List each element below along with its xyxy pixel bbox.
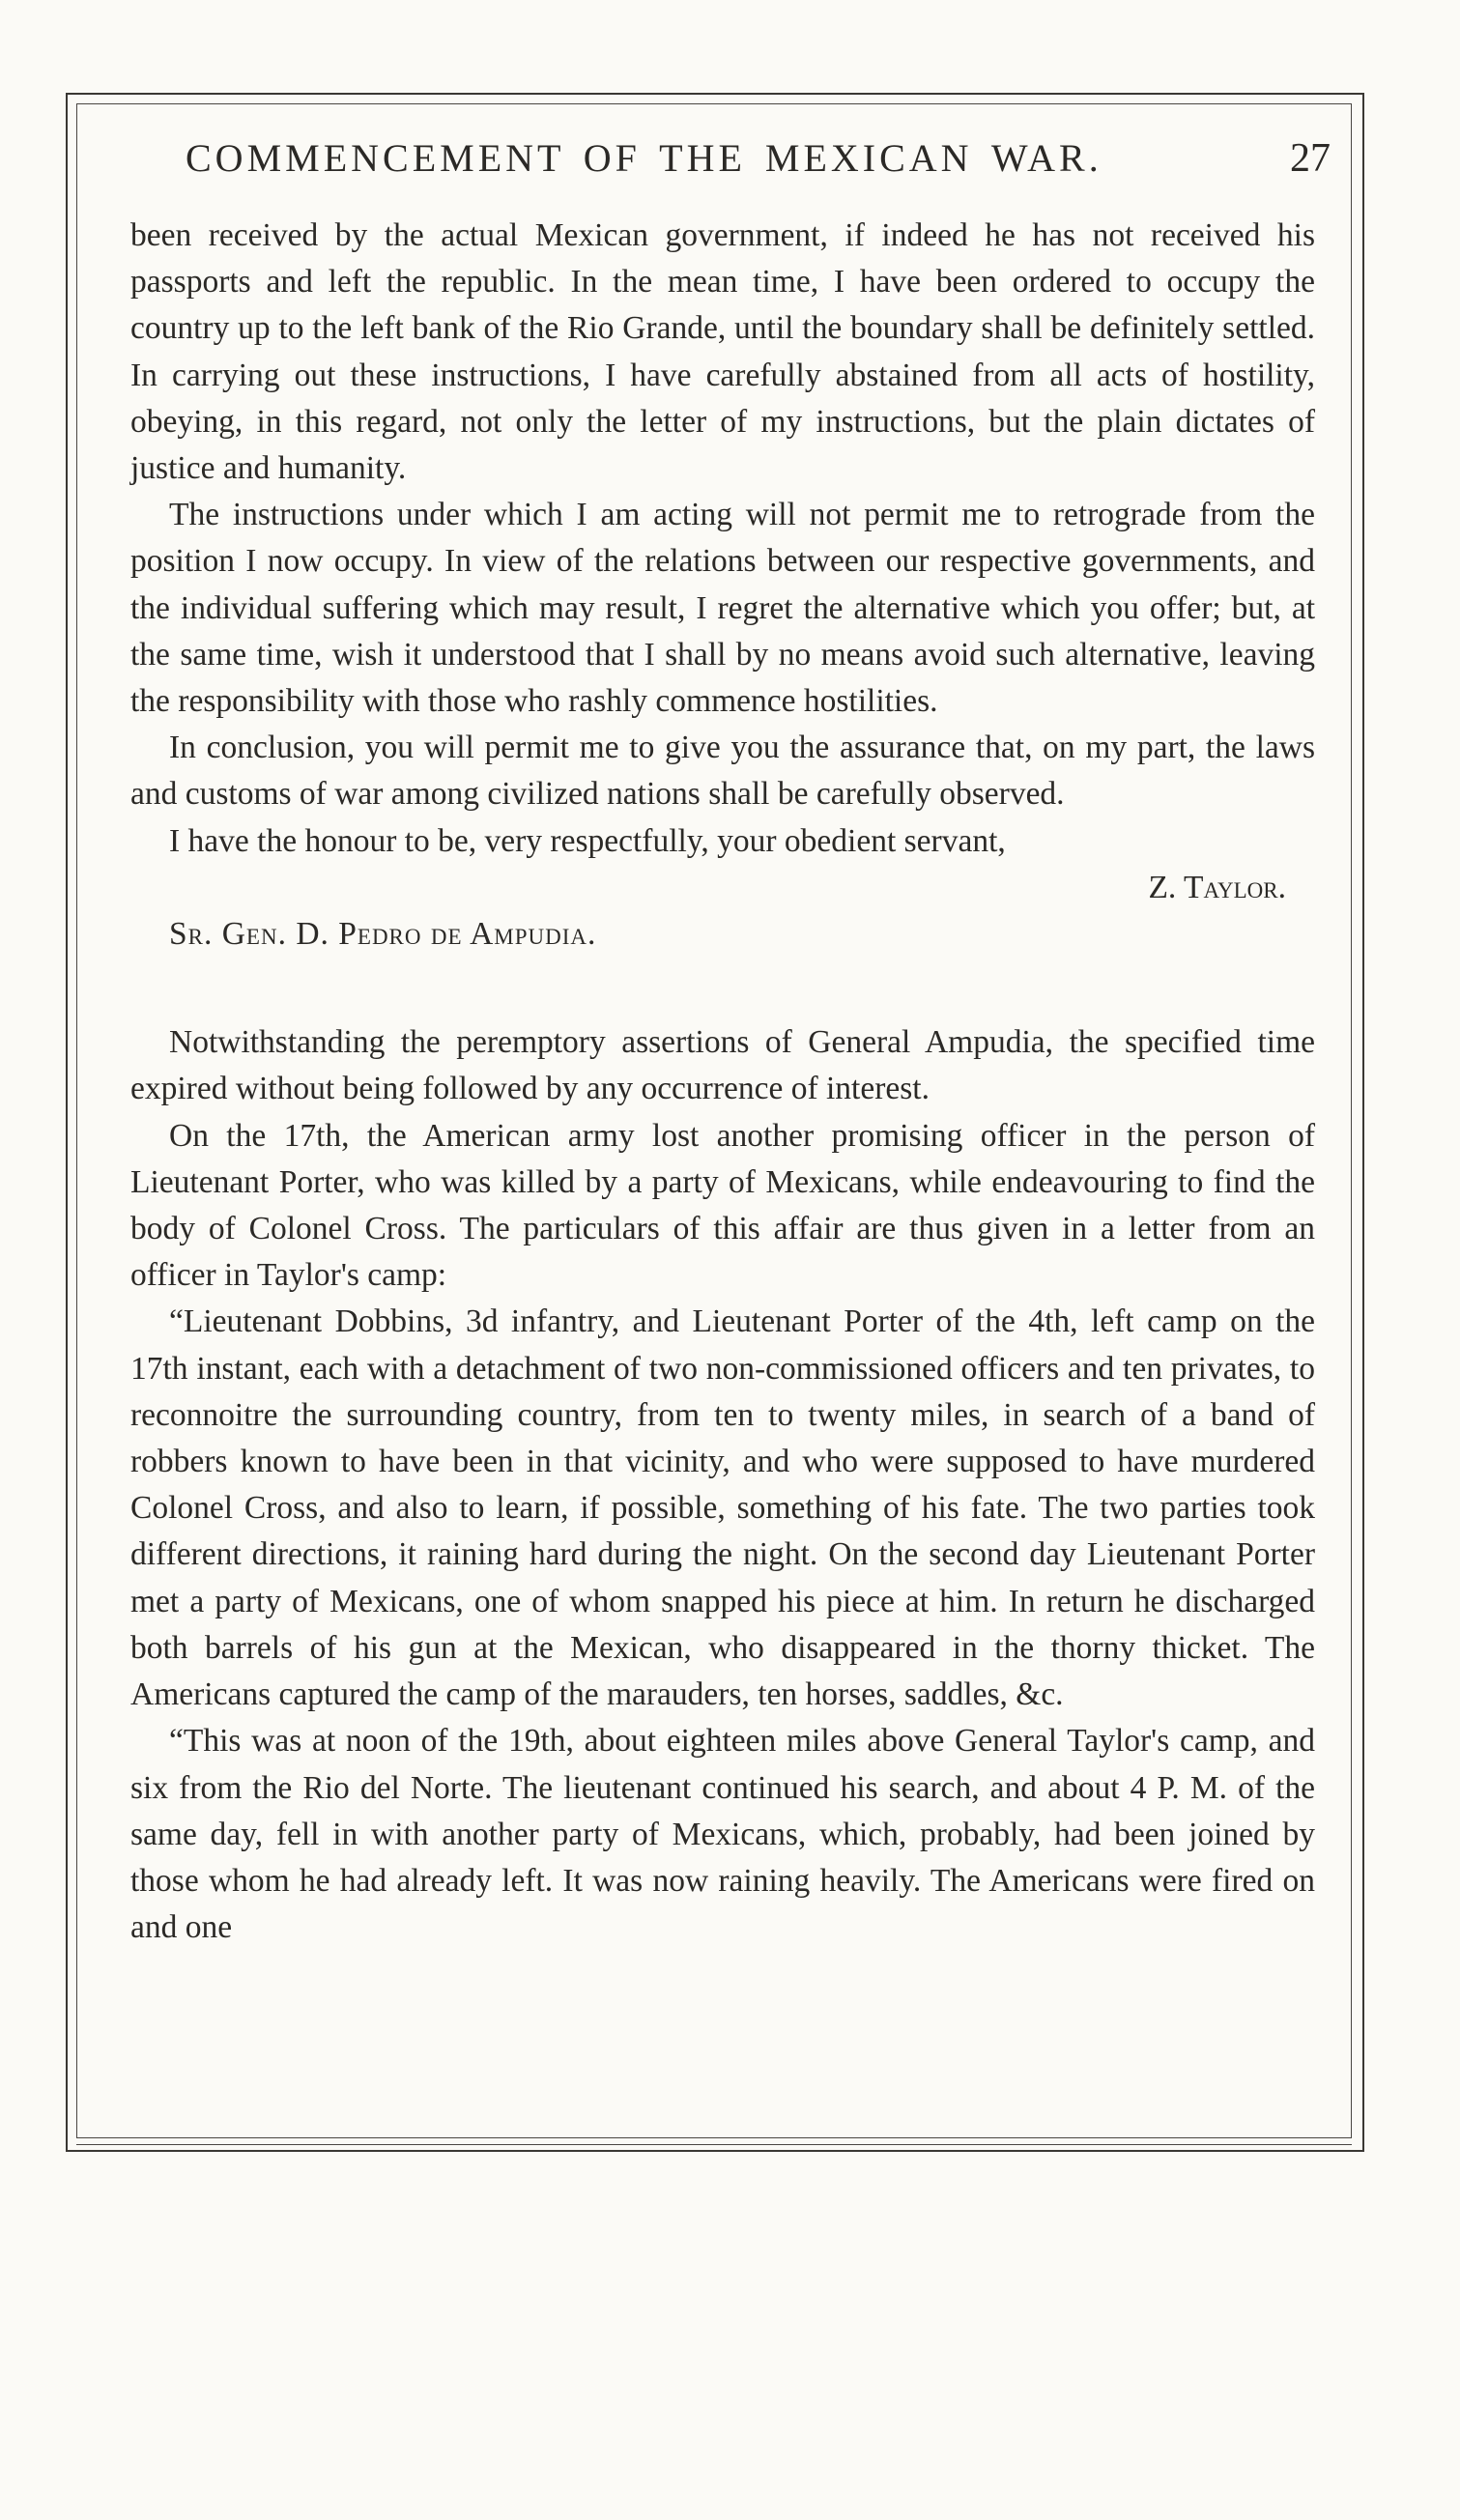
page-body — [130, 213, 1315, 1951]
letter-addressee: Sr. Gen. D. Pedro de Ampudia. — [169, 916, 597, 953]
narrative-paragraph: On the 17th, the American army lost another promising officer in the person of Lieutenant Porter, who was killed by a party of Mexicans, while endeavouring to find the body of Colonel Cross. The particulars of this affair are thus given in a letter from an officer in Taylor's camp: — [130, 1117, 1315, 1294]
letter-paragraph: been received by the actual Mexican government, if indeed he has not received his passports and left the republic. In the mean time, I have been ordered to occupy the country up to the left bank of the Rio Grande, until the boundary shall be definitely settled. In carrying out these instructions, I have carefully abstained from all acts of hostility, obeying, in this regard, not only the letter of my instructions, but the plain dictates of justice and humanity. — [130, 217, 1315, 487]
letter-signature: Z. Taylor. — [1148, 869, 1286, 905]
running-title: COMMENCEMENT OF THE MEXICAN WAR. — [186, 136, 1102, 180]
quoted-paragraph: “This was at noon of the 19th, about eighteen miles above General Taylor's camp, and six from the Rio del Norte. The lieutenant continued his search, and about 4 P. M. of the same day, fell in with another party of Mexicans, which, probably, had been joined by those whom he had already left. It was now raining heavily. The Americans were fired on and one — [130, 1723, 1315, 1946]
letter-paragraph: The instructions under which I am acting will not permit me to retrograde from the position I now occupy. In view of the relations between our respective governments, and the individual suffering which may result, I regret the alternative which you offer; but, at the same time, wish it understood that I shall by no means avoid such alternative, leaving the responsibility with those who rashly commence hostilities. — [130, 497, 1315, 720]
letter-closing: I have the honour to be, very respectfully, your obedient servant, — [169, 822, 1006, 859]
narrative-paragraph: Notwithstanding the peremptory assertions of General Ampudia, the specified time expired without being followed by any occurrence of interest. — [130, 1024, 1315, 1107]
quoted-paragraph: “Lieutenant Dobbins, 3d infantry, and Lieutenant Porter of the 4th, left camp on the 17th instant, each with a detachment of two non-commissioned officers and ten privates, to reconnoitre the surrounding country, from ten to twenty miles, in search of a band of robbers known to have been in that vicinity, and who were supposed to have murdered Colonel Cross, and also to learn, if possible, something of his fate. The two parties took different directions, it raining hard during the night. On the second day Lieutenant Porter met a party of Mexicans, one of whom snapped his piece at him. In return he discharged both barrels of his gun at the Mexican, who disappeared in the thorny thicket. The Americans captured the camp of the marauders, ten horses, saddles, &c. — [130, 1303, 1315, 1713]
letter-paragraph: In conclusion, you will permit me to give you the assurance that, on my part, the laws and customs of war among civilized nations shall be carefully observed. — [130, 730, 1315, 813]
page-number: 27 — [1290, 136, 1331, 181]
page-border-rule — [76, 2144, 1352, 2145]
running-header — [186, 135, 1331, 193]
section-gap — [130, 958, 1315, 1019]
